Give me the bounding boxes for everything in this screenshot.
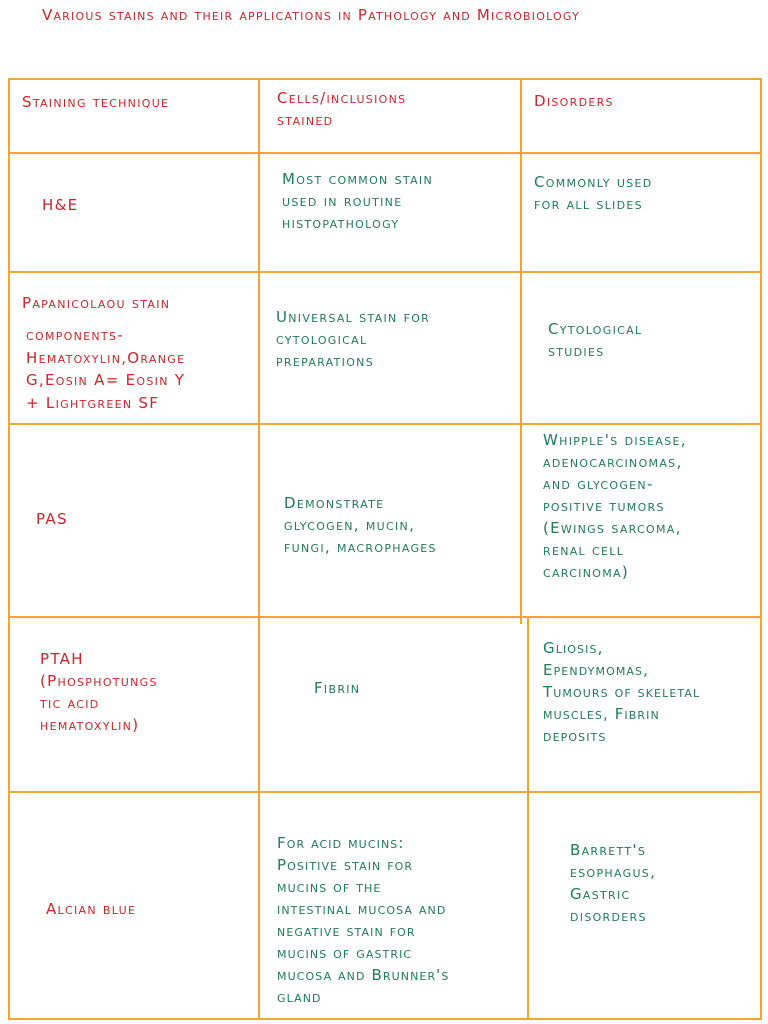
disorders-cell: Gliosis, Ependymomas, Tumours of skeletal muscles, Fibrin deposits bbox=[543, 639, 701, 745]
cells-stained-cell: Most common stain used in routine histopathology bbox=[282, 170, 433, 232]
disorders-cell: Commonly used for all slides bbox=[534, 173, 653, 213]
header-cells-stained: Cells/inclusions stained bbox=[277, 89, 407, 129]
row-divider bbox=[8, 271, 762, 273]
disorders-cell: Cytological studies bbox=[548, 320, 643, 360]
table-border-right bbox=[760, 78, 762, 1020]
table-border-top bbox=[8, 78, 762, 80]
row-divider bbox=[8, 616, 762, 618]
technique-cell: H&E bbox=[42, 196, 79, 214]
cells-stained-cell: Demonstrate glycogen, mucin, fungi, macrophages bbox=[284, 494, 437, 556]
table-border-left bbox=[8, 78, 10, 1020]
cells-stained-cell: Fibrin bbox=[314, 679, 361, 697]
row-divider bbox=[8, 791, 762, 793]
technique-cell: PTAH (Phosphotungs tic acid hematoxylin) bbox=[40, 650, 158, 734]
header-staining-technique: Staining technique bbox=[22, 93, 170, 111]
technique-cell: PAS bbox=[36, 510, 68, 528]
cells-stained-cell: For acid mucins: Positive stain for mucins of the intestinal mucosa and negative stain for mucins of gastric mucosa and Brunner's gland bbox=[277, 834, 450, 1006]
disorders-cell: Whipple's disease, adenocarcinomas, and glycogen- positive tumors (Ewings sarcoma, renal cell carcinoma) bbox=[543, 431, 687, 581]
technique-cell: Alcian blue bbox=[46, 900, 137, 918]
header-disorders: Disorders bbox=[534, 92, 614, 110]
table-border-bottom bbox=[8, 1018, 762, 1020]
disorders-cell: Barrett's esophagus, Gastric disorders bbox=[570, 841, 657, 925]
row-divider bbox=[8, 152, 762, 154]
technique-note: components- Hematoxylin,Orange G,Eosin A= Eosin Y + Lightgreen SF bbox=[26, 326, 186, 412]
technique-cell: Papanicolaou stain bbox=[22, 294, 171, 312]
row-divider bbox=[8, 423, 762, 425]
cells-stained-cell: Universal stain for cytological preparations bbox=[276, 308, 431, 370]
page-title: Various stains and their applications in Pathology and Microbiology bbox=[42, 6, 580, 24]
column-divider bbox=[258, 78, 260, 1020]
column-divider bbox=[527, 616, 529, 1020]
column-divider bbox=[520, 78, 522, 624]
